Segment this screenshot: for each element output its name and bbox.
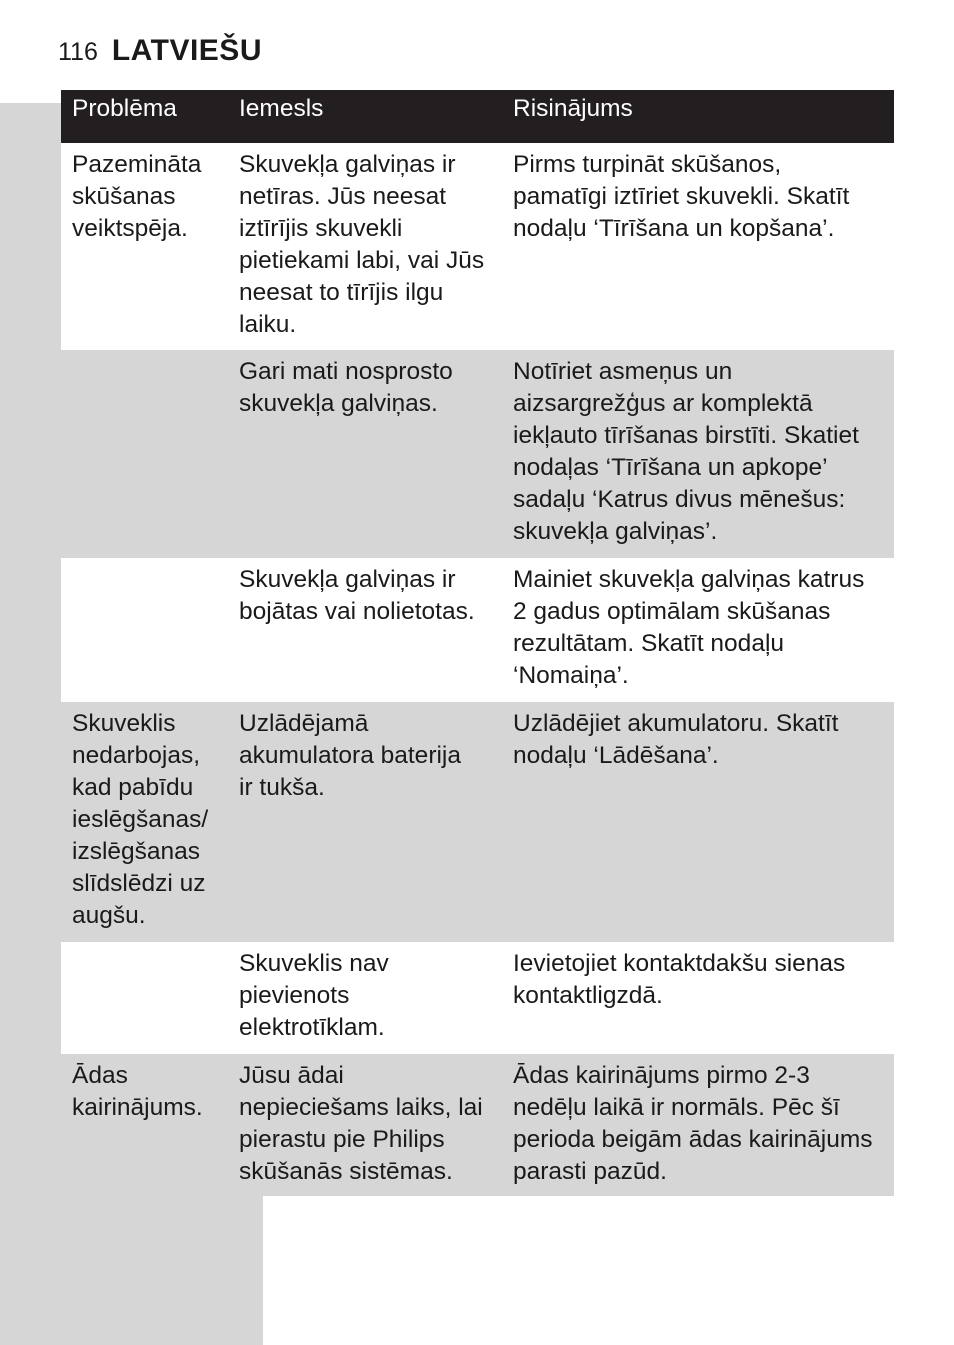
table-row [61,143,894,350]
problem-cell: Ādas kairinājums. [72,1062,203,1121]
troubleshooting-table [61,90,894,1196]
solution-cell: Ādas kairinājums pirmo 2-3 nedēļu laikā ir normāls. Pēc šī perioda beigām ādas kairinājums parasti pazūd. [513,1062,873,1185]
cause-cell: Jūsu ādai nepieciešams laiks, lai pierastu pie Philips skūšanās sistēmas. [239,1062,483,1185]
solution-cell: Pirms turpināt skūšanos, pamatīgi iztīriet skuvekli. Skatīt nodaļu ‘Tīrīšana un kopšana’. [513,151,850,242]
solution-cell: Uzlādējiet akumulatoru. Skatīt nodaļu ‘Lādēšana’. [513,710,839,769]
table-header-row [61,90,894,143]
problem-cell [61,350,228,558]
column-header-problem: Problēma [72,95,177,122]
table-row [61,702,894,942]
page-header [58,34,262,68]
cause-cell: Skuvekļa galviņas ir netīras. Jūs neesat iztīrījis skuvekli pietiekami labi, vai Jūs neesat to tīrījis ilgu laiku. [239,151,485,338]
column-header-solution: Risinājums [513,95,633,122]
cause-cell: Skuveklis nav pievienots elektrotīklam. [239,950,389,1041]
table-row [61,1054,894,1196]
section-title: LATVIEŠU [111,34,262,67]
cause-cell: Skuvekļa galviņas ir bojātas vai nolietotas. [239,566,475,625]
problem-cell [61,942,228,1054]
solution-cell: Ievietojiet kontaktdakšu sienas kontaktligzdā. [513,950,846,1009]
cause-cell: Gari mati nosprosto skuvekļa galviņas. [239,358,453,417]
table-row [61,558,894,702]
problem-cell: Skuveklis nedarbojas, kad pabīdu ieslēgšanas/ izslēgšanas slīdslēdzi uz augšu. [72,710,209,929]
problem-cell: Pazemināta skūšanas veiktspēja. [72,151,202,242]
table-row [61,942,894,1054]
solution-cell: Mainiet skuvekļa galviņas katrus 2 gadus optimālam skūšanas rezultātam. Skatīt nodaļu ‘Nomaiņa’. [513,566,865,689]
page-number: 116 [58,38,98,66]
cause-cell: Uzlādējamā akumulatora baterija ir tukša. [239,710,461,801]
solution-cell: Notīriet asmeņus un aizsargrežģus ar komplektā iekļauto tīrīšanas birstīti. Skatiet nodaļas ‘Tīrīšana un apkope’ sadaļu ‘Katrus divus mēnešus: skuvekļa galviņas’. [513,358,859,545]
column-header-cause: Iemesls [239,95,324,122]
table-row [61,350,894,558]
problem-cell [61,558,228,702]
